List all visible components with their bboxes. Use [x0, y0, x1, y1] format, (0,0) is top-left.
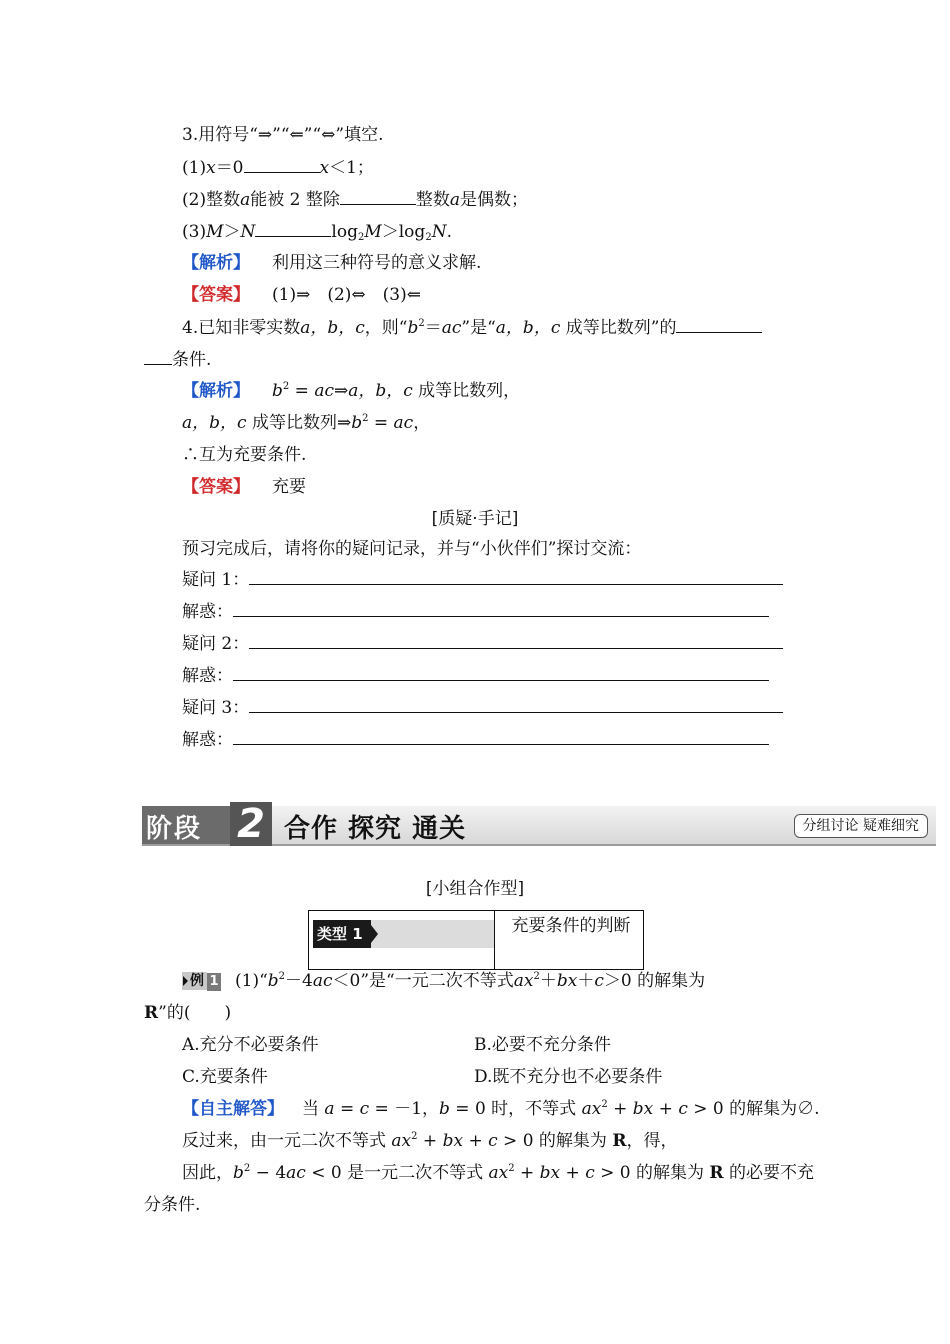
solution-line-3: 因此，$b^2 - 4ac < 0$ 是一元二次不等式 $ax^2$ + bx + c > 0 的解集为 R 的必要不充: [182, 1163, 814, 1183]
solution-label: 【自主解答】: [182, 1099, 284, 1119]
answer-label: 【答案】: [182, 477, 250, 497]
doubt-3-field[interactable]: [249, 696, 783, 713]
blank-field[interactable]: [144, 348, 172, 365]
q4-analysis-1: 【解析】 $b^2$ = ac⇒a，b，c 成等比数列，: [182, 381, 521, 401]
banner-pill: 分组讨论 疑难细究: [794, 814, 928, 838]
q4-analysis-2: a，b，c 成等比数列$\Rightarrow b^2$ = ac，: [182, 413, 431, 433]
doubt-3: 疑问 3：: [182, 696, 783, 719]
example-stem-cont: R”的( ): [144, 1003, 232, 1023]
option-b[interactable]: B.必要不充分条件: [474, 1035, 611, 1055]
type-title: 充要条件的判断: [511, 916, 631, 936]
q4-stem-cont: 条件.: [144, 348, 211, 371]
resolve-1: 解惑：: [182, 600, 769, 623]
option-d[interactable]: D.既不充分也不必要条件: [474, 1067, 663, 1087]
q3-part2: (2)整数a能被 2 整除 整数a是偶数；: [182, 190, 528, 210]
blank-field[interactable]: [676, 316, 762, 333]
resolve-1-field[interactable]: [233, 600, 769, 617]
q3-answer: 【答案】 (1)⇒ (2)⇔ (3)⇐: [182, 285, 421, 305]
solution-line-2: 反过来，由一元二次不等式 $ax^2$ + bx + c > 0 的解集为 R，得，: [182, 1131, 678, 1151]
blank-field[interactable]: [244, 156, 320, 173]
solution-line-1: 【自主解答】 当 a = c = －1，b = 0 时，不等式 $ax^2$ + bx + c > 0 的解集为∅.: [182, 1099, 820, 1119]
analysis-label: 【解析】: [182, 381, 250, 401]
doubt-1-field[interactable]: [249, 568, 783, 585]
banner-title: 合作 探究 通关: [284, 814, 467, 844]
option-c[interactable]: C.充要条件: [182, 1067, 268, 1087]
option-a[interactable]: A.充分不必要条件: [182, 1035, 319, 1055]
doubt-2: 疑问 2：: [182, 632, 783, 655]
type-arrow-icon: [371, 925, 378, 943]
type-table: [308, 910, 644, 970]
resolve-3-field[interactable]: [233, 728, 769, 745]
banner-tag: 阶段: [146, 814, 203, 844]
q4-answer: 【答案】 充要: [182, 477, 306, 497]
group-heading: [小组合作型]: [425, 879, 525, 899]
table-divider: [494, 911, 495, 969]
banner-number: 2: [230, 802, 272, 846]
q4-stem: 4.已知非零实数a，b，c，则“$b^2=ac$”是“a，b，c 成等比数列”的: [182, 316, 762, 339]
example-number: 1: [207, 973, 221, 991]
solution-line-4: 分条件.: [144, 1195, 201, 1215]
q3-part3: (3)M＞N $\log_2M>\log_2N$.: [182, 222, 452, 243]
blank-field[interactable]: [255, 220, 331, 237]
doubt-1: 疑问 1：: [182, 568, 783, 591]
q3-analysis: 【解析】 利用这三种符号的意义求解.: [182, 253, 482, 273]
example-badge: 例: [182, 972, 207, 990]
notes-intro: 预习完成后，请将你的疑问记录，并与“小伙伴们”探讨交流：: [182, 539, 642, 559]
stage-banner: [142, 802, 936, 846]
doubt-2-field[interactable]: [249, 632, 783, 649]
q4-analysis-3: ∴互为充要条件.: [182, 445, 307, 465]
type-badge: 类型 1: [313, 920, 371, 948]
answer-label: 【答案】: [182, 285, 250, 305]
q3-part1: (1)x＝0 x＜1；: [182, 158, 374, 178]
q3-stem: 3.用符号“⇒”“⇐”“⇔”填空.: [182, 125, 384, 145]
resolve-2: 解惑：: [182, 664, 769, 687]
resolve-3: 解惑：: [182, 728, 769, 751]
analysis-label: 【解析】: [182, 253, 250, 273]
notes-heading: [质疑·手记]: [431, 509, 519, 529]
example-stem: 例 1 $(1)“b^2-4ac<0$”是“一元二次不等式$ax^2+bx+c>0$ 的解集为: [182, 970, 705, 992]
resolve-2-field[interactable]: [233, 664, 769, 681]
blank-field[interactable]: [340, 188, 416, 205]
